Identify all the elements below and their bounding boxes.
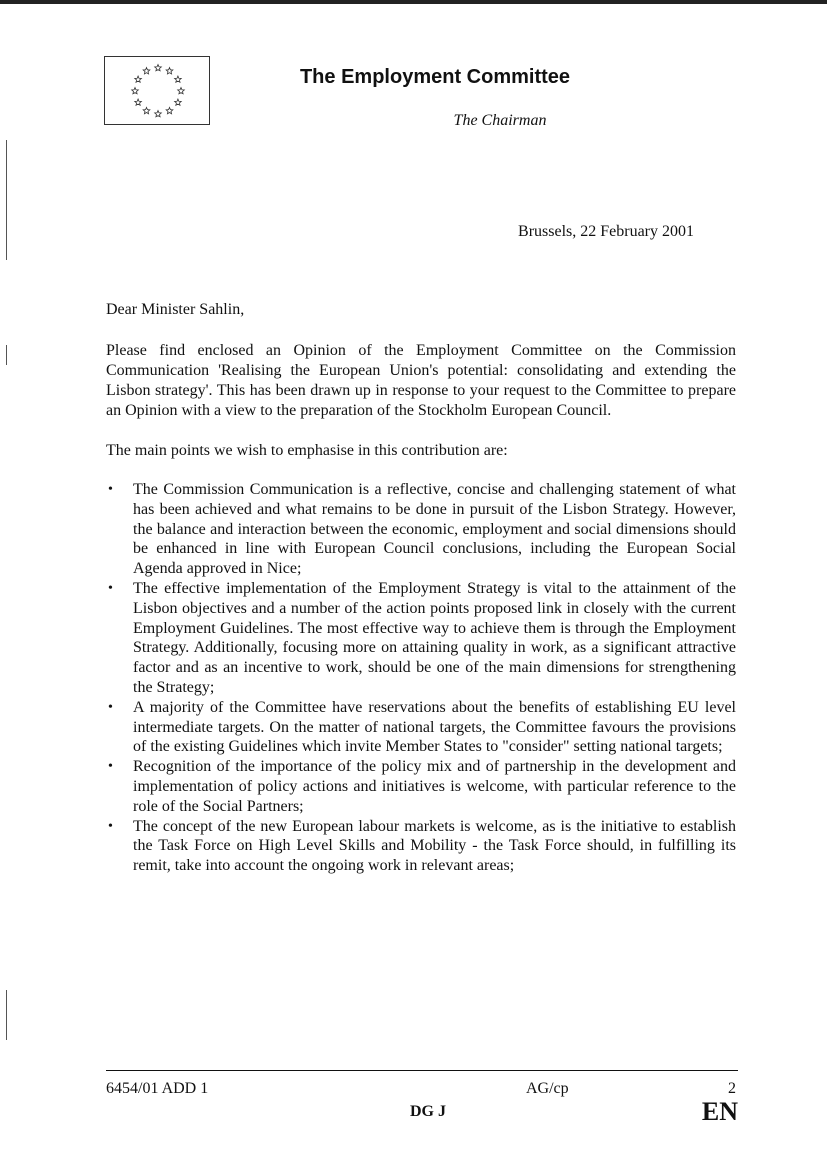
bullet-icon: • [108,699,113,715]
list-item-text: Recognition of the importance of the policy mix and of partnership in the development and implementation of policy actions and initiatives is welcome, with particular reference to the role of the Social Partners; [133,758,736,815]
main-points-list [106,480,736,876]
document-reference: 6454/01 ADD 1 [106,1080,209,1097]
intro-paragraph: Please find enclosed an Opinion of the Employment Committee on the Commission Communication 'Realising the European Union's potential: consolidating and extending the Lisbon strategy'. This has been drawn up in response to your request to the Committee to prepare an Opinion with a view to the preparation of the Stockholm European Council. [106,342,736,419]
committee-title: The Employment Committee [299,66,571,88]
footer-rule [106,1070,738,1071]
scan-margin-mark [6,990,7,1040]
star-icon [135,99,142,105]
star-icon [143,68,150,74]
star-icon [166,68,173,74]
list-item-text: The Commission Communication is a reflective, concise and challenging statement of what has been achieved and what remains to be done in pursuit of the Lisbon Strategy. However, the balance and interaction between the economic, employment and social dimensions should be enhanced in line with European Council conclusions, including the European Social Agenda approved in Nice; [133,481,736,578]
chairman-subtitle: The Chairman [453,112,547,129]
top-border [0,0,827,4]
eu-emblem-logo [104,56,210,125]
bullet-icon: • [108,759,113,775]
star-icon [175,76,182,82]
salutation: Dear Minister Sahlin, [106,301,245,318]
eu-stars-icon [123,61,193,121]
author-initials: AG/cp [526,1080,569,1097]
list-item [106,480,736,579]
star-icon [132,88,139,94]
scan-margin-mark [6,345,7,365]
date-line: Brussels, 22 February 2001 [518,223,694,240]
directorate-code: DG J [410,1103,446,1120]
bullet-icon: • [108,482,113,497]
list-item-text: The concept of the new European labour markets is welcome, as is the initiative to establish the Task Force on High Level Skills and Mobility - the Task Force should, in fulfilling its remit, take into account the ongoing work in relevant areas; [133,817,736,875]
language-code: EN [701,1097,738,1126]
list-item [106,698,736,757]
list-item [106,579,736,698]
star-icon [155,65,162,71]
star-icon [178,88,185,94]
bullet-icon: • [108,818,113,834]
star-icon [175,99,182,105]
list-item-text: A majority of the Committee have reservations about the benefits of establishing EU level intermediate targets. On the matter of national targets, the Committee favours the provisions of the existing Guidelines which invite Member States to "consider" setting national targets; [133,698,736,756]
main-points-lead: The main points we wish to emphasise in this contribution are: [106,442,508,459]
star-icon [143,107,150,113]
scan-margin-mark [6,140,7,260]
list-item [106,757,736,816]
star-icon [166,107,173,113]
star-icon [135,76,142,82]
list-item-text: The effective implementation of the Employment Strategy is vital to the attainment of the Lisbon objectives and a number of the action points proposed link in closely with the current Employment Guidelines. The most effective way to achieve them is through the Employment Strategy. Additionally, focusing more on attaining quality in work, as a significant attractive factor and as an incentive to work, should be one of the main dimensions for strengthening the Strategy; [133,579,736,696]
bullet-icon: • [108,580,113,596]
list-item [106,817,736,876]
page-number: 2 [728,1080,736,1097]
star-icon [155,111,162,117]
